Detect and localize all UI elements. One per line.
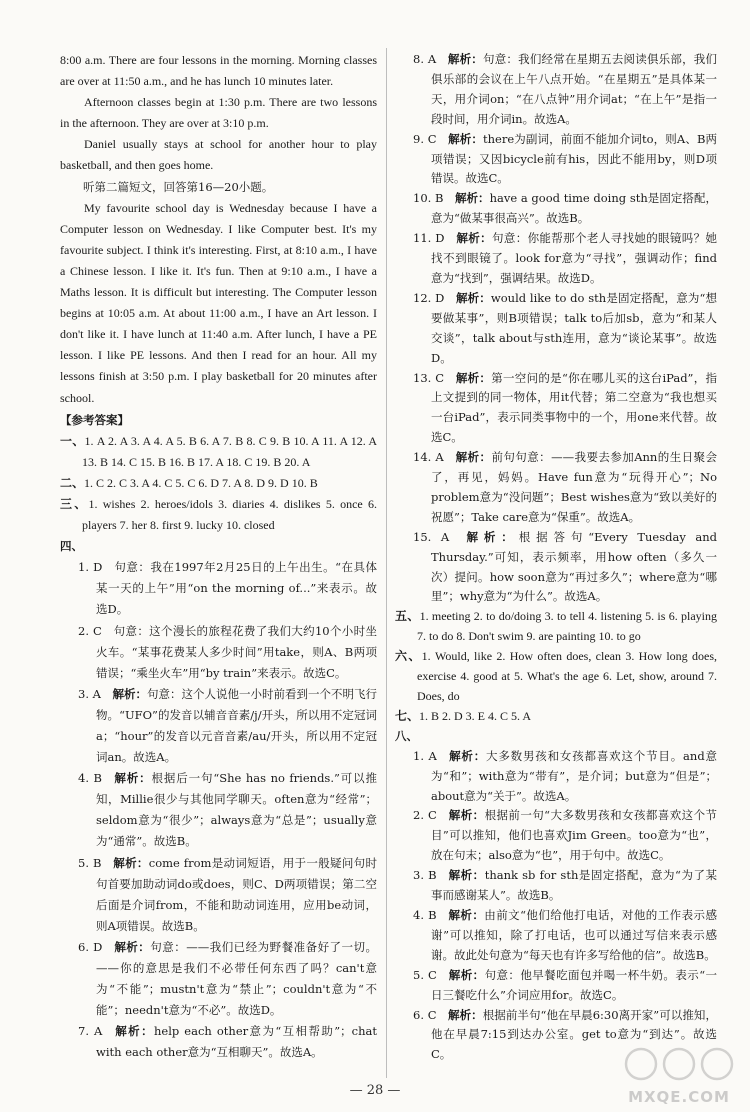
item-number: 10. B [413, 191, 444, 206]
answer-item [60, 557, 377, 620]
section-number: 六、 [395, 649, 422, 664]
answer-section [60, 494, 377, 536]
answer-item [395, 448, 717, 528]
item-number: 15. A [413, 529, 450, 544]
section-answers: 1. meeting 2. to do/doing 3. to tell 4. listening 5. is 6. playing 7. to do 8. Don't swim 9. are painting 10. to go [417, 609, 717, 644]
analysis-label: 解析： [448, 907, 485, 922]
answer-item [395, 528, 717, 608]
analysis-label: 解析： [454, 191, 490, 206]
transcript-paragraph: 8:00 a.m. There are four lessons in the morning. Morning classes are over at 11:50 a.m., and he has lunch 10 minutes later. [60, 53, 377, 89]
item-text: 句意：这个漫长的旅程花费了我们大约10个小时坐火车。“某事花费某人多少时间”用take，则A、B两项错误；“乘坐火车”用“by train”来表示。故选C。 [96, 623, 377, 680]
section-four [60, 536, 377, 1063]
item-number: 8. A [413, 52, 437, 66]
analysis-label: 解析： [455, 370, 492, 385]
item-number: 6. D [78, 939, 103, 954]
analysis-label: 解析： [448, 1007, 483, 1022]
analysis-label: 解析： [455, 290, 491, 305]
item-number: 6. C [413, 1007, 437, 1022]
item-number: 12. D [413, 290, 445, 305]
section-answers: 1. Would, like 2. How often does, clean 3. How long does, exercise 4. good at 5. What's the age 6. Let, show, around 7. Does, do [417, 649, 717, 703]
column-divider [386, 48, 387, 1078]
answer-item [395, 50, 717, 130]
item-text: help each other意为“互相帮助”；chat with each other意为“互相聊天”。故选A。 [96, 1024, 377, 1060]
listening-transcript [60, 50, 377, 409]
answer-item [60, 621, 377, 684]
answer-section [60, 431, 377, 473]
answer-item [395, 747, 717, 807]
left-column [60, 50, 377, 1064]
item-text: 句意：我在1997年2月25日的上午出生。“在具体某一天的上午”用“on the morning of...”来表示。故选D。 [96, 560, 377, 617]
section-answers: 1. wishes 2. heroes/idols 3. diaries 4. dislikes 5. once 6. players 7. her 8. first 9. lucky 10. closed [82, 496, 377, 533]
answer-item [60, 853, 377, 937]
answer-item [395, 130, 717, 190]
item-text: have a good time doing sth是固定搭配，意为“做某事很高兴”。故选B。 [431, 191, 717, 226]
answer-sections [60, 431, 377, 536]
item-number: 4. B [413, 907, 437, 922]
analysis-label: 解析： [448, 131, 484, 146]
item-number: 4. B [78, 771, 102, 786]
item-text: 根据前一句“大多数男孩和女孩都喜欢这个节目”可以推知，他们也喜欢Jim Green。too意为“也”，放在句末；also意为“也”，用于句中。故选C。 [431, 808, 717, 863]
item-number: 2. C [413, 808, 437, 823]
item-text: would like to do sth是固定搭配，意为“想要做某事”，则B项错误；talk to后加sb，意为“和某人交谈”，talk about与sth连用，意为“谈论某事”。故选D。 [431, 290, 717, 365]
item-number: 1. D [78, 560, 103, 575]
section-eight [395, 727, 717, 1065]
section-eight-items [395, 747, 717, 1066]
transcript-paragraph: My favourite school day is Wednesday because I have a Computer lesson on Wednesday. I like Computer best. It's my favourite subject. I think it's interesting. First, at 8:10 a.m., I have a Chinese lesson. I like it. It's fun. Then at 9:10 a.m., I have a Maths lesson. It is difficult but interesting. The Computer lesson begins at 10:05 a.m. At about 11:00 a.m., I have an Art lesson. I don't like it. I have lunch at 11:40 a.m. After lunch, I have a PE lesson. I like PE lessons. And then I read for an hour. All my lessons finish at 3:50 p.m. I play basketball for 20 minutes after school. [60, 200, 377, 405]
item-number: 11. D [413, 231, 445, 246]
item-number: 13. C [413, 370, 445, 385]
analysis-label: 解析： [460, 529, 519, 544]
item-text: 前句句意：——我要去参加Ann的生日聚会了，再见，妈妈。Have fun意为“玩得开心”；No problem意为“没问题”；Best wishes意为“致以美好的祝愿”；Take care意为“保重”。故选A。 [431, 450, 718, 524]
section-answers: 1. C 2. C 3. A 4. C 5. C 6. D 7. A 8. D 9. D 10. B [84, 475, 318, 490]
section-four-items [60, 557, 377, 1063]
item-number: 5. C [413, 967, 437, 982]
section-number: 一、 [60, 433, 85, 448]
analysis-label: 解析： [448, 967, 485, 982]
item-text: there为副词，前面不能加介词to，则A、B两项错误；又因bicycle前有his，因此不能用by，则D项错误。故选C。 [431, 131, 718, 186]
answer-item [60, 937, 377, 1021]
analysis-label: 解析： [112, 686, 147, 701]
section-number: 四、 [60, 539, 83, 554]
analysis-label: 解析： [447, 52, 483, 66]
item-text: 根据前半句“他在早晨6:30离开家”可以推知，他在早晨7:15到达办公室。get to意为“到达”。故选C。 [431, 1007, 717, 1062]
answer-item [60, 684, 377, 768]
transcript-paragraph: Afternoon classes begin at 1:30 p.m. There are two lessons in the afternoon. They are over at 3:10 p.m. [60, 95, 377, 131]
answers-heading: 【参考答案】 [60, 412, 129, 427]
analysis-label: 解析： [448, 808, 485, 823]
page-number: — 28 — [349, 1083, 401, 1098]
item-number: 7. A [78, 1024, 103, 1039]
section-number: 三、 [60, 496, 89, 511]
analysis-label: 解析： [113, 771, 152, 786]
item-number: 9. C [413, 131, 437, 146]
item-number: 2. C [78, 623, 102, 638]
passage-instruction: 听第二篇短文，回答第16—20小题。 [83, 179, 274, 194]
item-number: 1. A [413, 748, 437, 763]
answer-item [395, 966, 717, 1006]
section-number: 七、 [395, 708, 420, 723]
answer-item [395, 229, 717, 289]
answer-sections [395, 607, 717, 726]
answer-item [395, 806, 717, 866]
answer-item [60, 768, 377, 852]
item-text: 句意：我们经常在星期五去阅读俱乐部，我们俱乐部的会议在上午八点开始。“在星期五”是具体某一天，用介词on；“在八点钟”用介词at；“在上午”是指一段时间，用介词in。故选A。 [431, 52, 718, 126]
section-answers: 1. A 2. A 3. A 4. A 5. B 6. A 7. B 8. C 9. B 10. A 11. A 12. A 13. B 14. C 15. B 16. B 17. A 18. C 19. B 20. A [82, 433, 377, 469]
item-number: 3. A [78, 686, 101, 701]
answer-item [395, 289, 717, 369]
analysis-label: 解析： [448, 868, 485, 883]
item-text: thank sb for sth是固定搭配，意为“为了某事而感谢某人”。故选B。 [431, 868, 717, 903]
item-number: 5. B [78, 855, 102, 870]
analysis-label: 解析： [113, 939, 151, 954]
section-number: 五、 [395, 609, 420, 624]
answer-section [395, 607, 717, 647]
answer-section [395, 647, 717, 707]
analysis-label: 解析： [456, 231, 492, 246]
answer-item [395, 906, 717, 966]
item-text: 句意：他早餐吃面包并喝一杯牛奶。表示“一日三餐吃什么”介词应用for。故选C。 [431, 967, 717, 1002]
item-text: 由前文“他们给他打电话，对他的工作表示感谢”可以推知，除了打电话，也可以通过写信来表示感谢。故此处句意为“每天也有许多写给他的信”。故选B。 [431, 907, 717, 962]
section-number: 八、 [395, 728, 418, 743]
item-text: 句意：这个人说他一小时前看到一个不明飞行物。“UFO”的发音以辅音音素/j/开头，所以用不定冠词a；“hour”的发音以元音音素/au/开头，所以用不定冠词an。故选A。 [96, 686, 378, 765]
item-text: come from是动词短语，用于一般疑问句时句首要加助动词do或does，则C、D两项错误；第二空后面是介词from，不能和助动词连用，应用be动词，则A项错误。故选B。 [96, 855, 378, 933]
analysis-label: 解析： [112, 855, 149, 870]
analysis-label: 解析： [455, 450, 492, 465]
section-number: 二、 [60, 475, 85, 490]
item-text: 大多数男孩和女孩都喜欢这个节目。and意为“和”；with意为“带有”，是介词；but意为“但是”；about意为“关于”。故选A。 [431, 748, 717, 803]
answer-section [60, 473, 377, 494]
watermark-logo [617, 1042, 742, 1108]
item-text: 第一空问的是“你在哪儿买的这台iPad”，指上文提到的同一物体，用it代替；第二空意为“我也想买一台iPad”，表示同类事物中的一个，用one来代替。故选C。 [431, 370, 718, 445]
item-text: 根据后一句“She has no friends.”可以推知，Millie很少与其他同学聊天。often意为“经常”；seldom意为“很少”；always意为“总是”；usually意为“通常”。故选B。 [96, 771, 378, 849]
item-text: 根据答句“Every Tuesday and Thursday.”可知，表示频率，用how often（多久一次）提问。how soon意为“再过多久”；where意为“哪里”；why意为“为什么”。故选A。 [431, 529, 718, 604]
item-number: 3. B [413, 868, 437, 883]
item-text: 句意：你能帮那个老人寻找她的眼镜吗？她找不到眼镜了。look for意为“寻找”，强调动作；find意为“找到”，强调结果。故选D。 [431, 231, 717, 285]
answer-item [395, 189, 717, 229]
watermark-text: MXQE.COM [628, 1088, 730, 1106]
item-number: 14. A [413, 450, 444, 465]
answer-item [395, 369, 717, 449]
section-four-items-continued [395, 50, 717, 607]
analysis-label: 解析： [448, 748, 487, 763]
analysis-label: 解析： [113, 1024, 154, 1039]
item-text: 句意：——我们已经为野餐准备好了一切。——你的意思是我们不必带任何东西了吗？can't意为“不能”；mustn't意为“禁止”；couldn't意为“不能”；needn't意为“不必”。故选D。 [96, 939, 378, 1018]
right-column [395, 50, 717, 1065]
answer-item [395, 866, 717, 906]
section-answers: 1. B 2. D 3. E 4. C 5. A [419, 708, 532, 723]
transcript-paragraph: Daniel usually stays at school for another hour to play basketball, and then goes home. [60, 137, 377, 173]
answer-item [60, 1021, 377, 1063]
answer-section [395, 707, 717, 727]
